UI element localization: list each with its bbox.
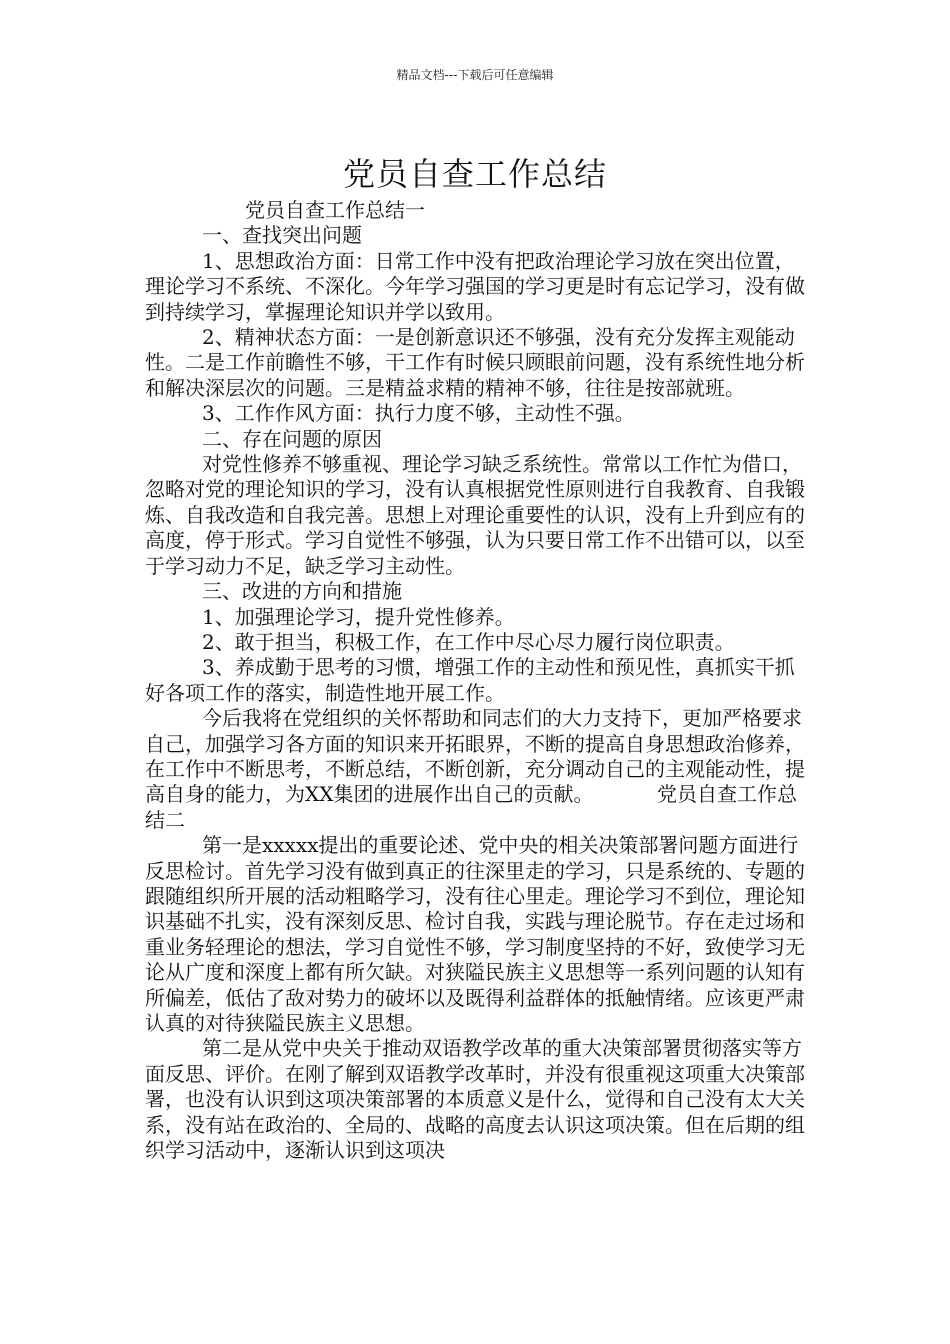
paragraph: 2、精神状态方面：一是创新意识还不够强，没有充分发挥主观能动性。二是工作前瞻性不够，干工作有时候只顾眼前问题，没有系统性地分析和解决深层次的问题。三是精益求精的精神不够，往往是按部就班。 [145,325,805,400]
paragraph: 1、加强理论学习，提升党性修养。 [202,604,515,629]
section-heading: 一、查找突出问题 [202,223,362,248]
section-heading: 三、改进的方向和措施 [202,579,402,604]
paragraph: 1、思想政治方面：日常工作中没有把政治理论学习放在突出位置，理论学习不系统、不深化。今年学习强国的学习更是时有忘记学习，没有做到持续学习，掌握理论知识并学以致用。 [145,248,805,324]
paragraph: 3、工作作风方面：执行力度不够，主动性不强。 [202,401,635,426]
paragraph: 第二是从党中央关于推动双语教学改革的重大决策部署贯彻落实等方面反思、评价。在刚了解到双语教学改革时，并没有很重视这项重大决策部署，也没有认识到这项决策部署的本质意义是什么，觉得和自己没有太大关系，没有站在政治的、全局的、战略的高度去认识这项决策。但在后期的组织学习活动中，逐渐认识到这项决 [145,1036,805,1163]
paragraph: 2、敢于担当，积极工作，在工作中尽心尽力履行岗位职责。 [202,629,735,654]
paragraph: 第一是xxxxx提出的重要论述、党中央的相关决策部署问题方面进行反思检讨。首先学习没有做到真正的往深里走的学习，只是系统的、专题的跟随组织所开展的活动粗略学习，没有往心里走。理论学习不到位，理论知识基础不扎实，没有深刻反思、检讨自我，实践与理论脱节。存在走过场和重业务轻理论的想法，学习自觉性不够，学习制度坚持的不好，致使学习无论从广度和深度上都有所欠缺。对狭隘民族主义思想等一系列问题的认知有所偏差，低估了敌对势力的破坏以及既得利益群体的抵触情绪。应该更严肃认真的对待狭隘民族主义思想。 [145,833,805,1035]
section-subtitle: 党员自查工作总结一 [245,198,425,222]
document-title: 党员自查工作总结 [342,155,607,194]
section-heading: 二、存在问题的原因 [202,426,382,451]
paragraph: 对党性修养不够重视、理论学习缺乏系统性。常常以工作忙为借口，忽略对党的理论知识的学习，没有认真根据党性原则进行自我教育、自我锻炼、自我改造和自我完善。思想上对理论重要性的认识，没有上升到应有的高度，停于形式。学习自觉性不够强，认为只要日常工作不出错可以，以至于学习动力不足，缺乏学习主动性。 [145,452,805,578]
paragraph: 3、养成勤于思考的习惯，增强工作的主动性和预见性，真抓实干抓好各项工作的落实，制造性地开展工作。 [145,655,795,705]
header-note: 精品文档---下载后可任意编辑 [396,68,554,82]
paragraph: 今后我将在党组织的关怀帮助和同志们的大力支持下，更加严格要求自己，加强学习各方面的知识来开拓眼界，不断的提高自身思想政治修养，在工作中不断思考，不断总结，不断创新，充分调动自己的主观能动性，提高自身的能力，为XX集团的进展作出自己的贡献。 党员自查工作总结二 [145,706,805,832]
document-body [145,198,810,1163]
